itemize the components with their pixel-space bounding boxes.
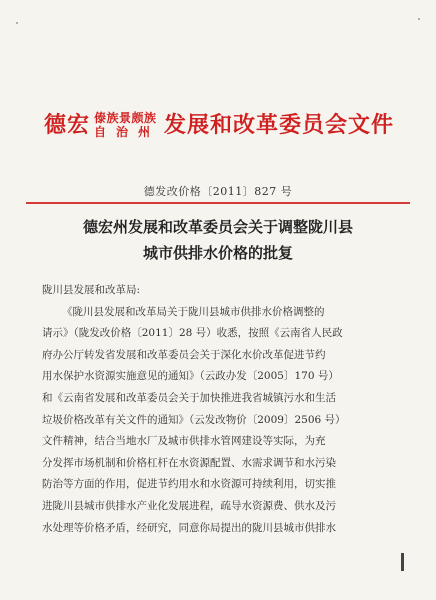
body-line: 进陇川县城市供排水产业化发展进程，疏导水资源费、供水及污 <box>42 499 336 512</box>
body-line: 分发挥市场机制和价格杠杆在水资源配置、水需求调节和水污染 <box>42 456 336 469</box>
red-letterhead <box>44 105 404 145</box>
salutation: 陇川县发展和改革局: <box>42 284 141 296</box>
body-line: 水处理等价格矛盾，经研究，同意你局提出的陇川县城市供排水 <box>42 521 336 534</box>
document-body <box>42 280 392 539</box>
body-line: 请示》（陇发改价格〔2011〕28 号）收悉，按照《云南省人民政 <box>42 327 343 340</box>
letterhead-stack-top: 傣族景颇族 <box>94 111 157 125</box>
body-line: 垃圾价格改革有关文件的通知》（云发改物价〔2009〕2506 号） <box>42 413 346 426</box>
scan-speck <box>418 18 420 20</box>
letterhead-right: 发展和改革委员会文件 <box>164 112 395 138</box>
body-line: 府办公厅转发省发展和改革委员会关于深化水价改革促进节约 <box>42 348 326 361</box>
document-number: 德发改价格〔2011〕827 号 <box>143 185 293 198</box>
document-title <box>30 214 406 266</box>
title-line-2: 城市供排水价格的批复 <box>142 244 293 262</box>
letterhead-left: 德宏 <box>44 112 91 138</box>
body-line: 文件精神，结合当地水厂及城市供排水管网建设等实际，为充 <box>42 435 326 448</box>
body-line: 用水保护水资源实施意见的通知》（云政办发〔2005〕170 号） <box>42 370 339 383</box>
red-divider-line <box>26 202 410 204</box>
letterhead-stack <box>94 111 160 139</box>
margin-mark <box>401 553 404 571</box>
body-line: 《陇川县发展和改革局关于陇川县城市供排水价格调整的 <box>62 305 325 318</box>
body-line: 和《云南省发展和改革委员会关于加快推进我省城镇污水和生活 <box>42 391 336 404</box>
letterhead-stack-bottom: 自治州 <box>94 125 161 139</box>
body-line: 防治等方面的作用，促进节约用水和水资源可持续利用，切实推 <box>42 478 336 491</box>
scan-speck <box>16 22 18 24</box>
title-line-1: 德宏州发展和改革委员会关于调整陇川县 <box>82 218 353 236</box>
